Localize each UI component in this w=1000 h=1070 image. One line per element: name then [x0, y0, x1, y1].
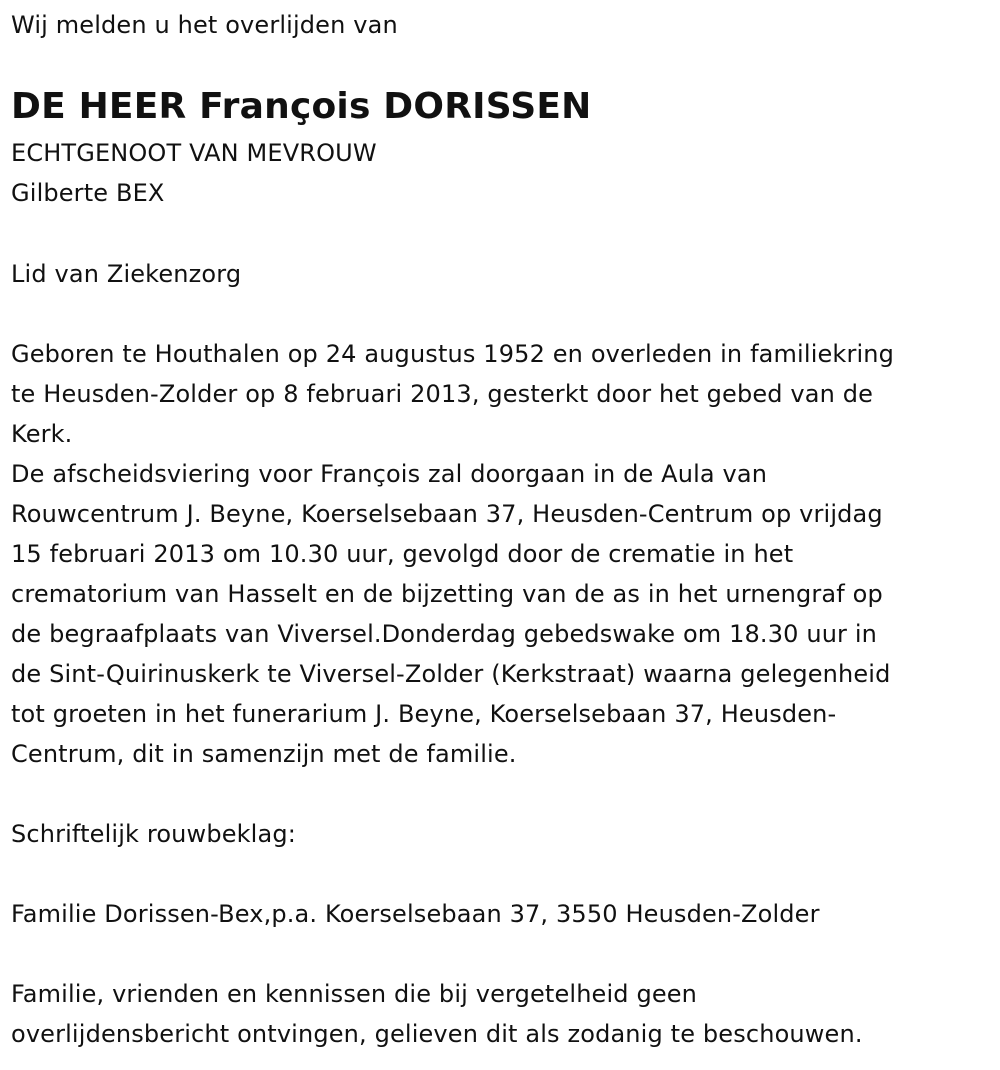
spouse-block	[11, 133, 377, 213]
condolence-address: Familie Dorissen-Bex,p.a. Koerselsebaan 37, 3550 Heusden-Zolder	[11, 900, 820, 928]
paragraph-line: De afscheidsviering voor François zal doorgaan in de Aula van	[11, 460, 768, 488]
closing-line: overlijdensbericht ontvingen, gelieven dit als zodanig te beschouwen.	[11, 1020, 863, 1048]
spouse-line: ECHTGENOOT VAN MEVROUW	[11, 139, 377, 167]
deceased-name: DE HEER François DORISSEN	[11, 86, 592, 127]
paragraph-line: Geboren te Houthalen op 24 augustus 1952 en overleden in familiekring	[11, 340, 895, 368]
paragraph-line: Kerk.	[11, 420, 73, 448]
membership-text: Lid van Ziekenzorg	[11, 260, 242, 288]
paragraph-line: te Heusden-Zolder op 8 februari 2013, gesterkt door het gebed van de	[11, 380, 874, 408]
condolence-label-block	[11, 814, 296, 854]
paragraph-line: tot groeten in het funerarium J. Beyne, Koerselsebaan 37, Heusden-	[11, 700, 837, 728]
spouse-name: Gilberte BEX	[11, 179, 165, 207]
paragraph-line: 15 februari 2013 om 10.30 uur, gevolgd door de crematie in het	[11, 540, 794, 568]
paragraph-line: de begraafplaats van Viversel.Donderdag gebedswake om 18.30 uur in	[11, 620, 878, 648]
condolence-label: Schriftelijk rouwbeklag:	[11, 820, 296, 848]
closing-paragraph	[11, 974, 863, 1054]
paragraph-line: Rouwcentrum J. Beyne, Koerselsebaan 37, Heusden-Centrum op vrijdag	[11, 500, 883, 528]
paragraph-line: Centrum, dit in samenzijn met de familie.	[11, 740, 517, 768]
ceremony-paragraph	[11, 334, 894, 774]
closing-line: Familie, vrienden en kennissen die bij vergetelheid geen	[11, 980, 698, 1008]
membership-block	[11, 254, 241, 294]
paragraph-line: crematorium van Hasselt en de bijzetting van de as in het urnengraf op	[11, 580, 883, 608]
intro-text: Wij melden u het overlijden van	[11, 11, 398, 39]
paragraph-line: de Sint-Quirinuskerk te Viversel-Zolder (Kerkstraat) waarna gelegenheid	[11, 660, 891, 688]
condolence-address-block	[11, 894, 820, 934]
